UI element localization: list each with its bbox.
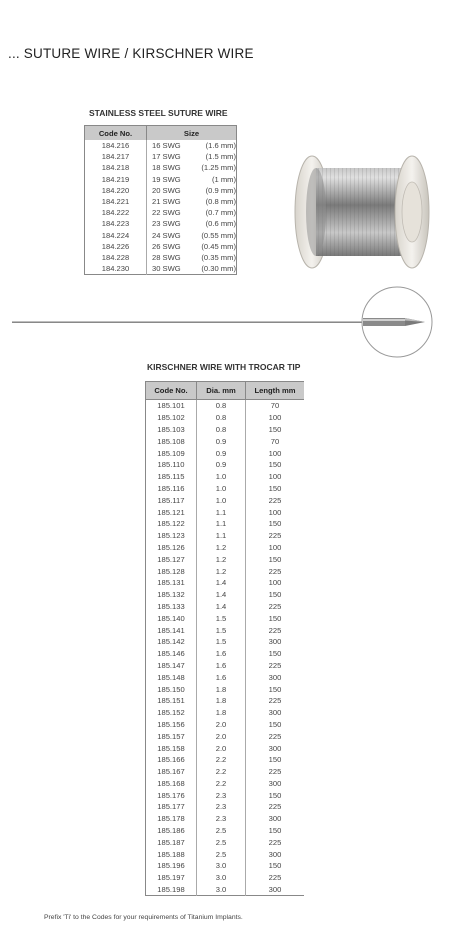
length-cell: 300 — [268, 778, 282, 788]
code-cell: 185.187 — [146, 836, 197, 848]
length-cell: 150 — [268, 460, 282, 470]
table-row — [146, 530, 305, 542]
table-row — [85, 252, 237, 263]
table-row — [146, 766, 305, 778]
diameter-cell: 1.5 — [197, 636, 246, 648]
code-cell: 184.222 — [85, 207, 147, 218]
table-row — [146, 483, 305, 495]
table-row — [146, 435, 305, 447]
diameter-cell: 1.8 — [197, 683, 246, 695]
diameter-cell: 1.4 — [197, 577, 246, 589]
table-row — [146, 848, 305, 860]
footnote: Prefix 'Ti' to the Codes for your requirements of Titanium Implants. — [44, 914, 243, 921]
table-row — [146, 601, 305, 613]
length-cell: 225 — [268, 531, 282, 541]
code-cell: 185.131 — [146, 577, 197, 589]
code-cell: 185.123 — [146, 530, 197, 542]
mm-value: (0.9 mm) — [205, 185, 236, 195]
size-cell — [147, 230, 237, 241]
swg-value: 19 SWG — [152, 174, 181, 184]
kirschner-wire-icon — [0, 282, 450, 362]
code-cell: 185.167 — [146, 766, 197, 778]
diameter-cell: 1.0 — [197, 494, 246, 506]
table-row — [146, 636, 305, 648]
code-cell: 185.188 — [146, 848, 197, 860]
diameter-cell: 2.2 — [197, 766, 246, 778]
length-cell: 300 — [268, 849, 282, 859]
length-cell: 100 — [268, 578, 282, 588]
code-cell: 184.223 — [85, 218, 147, 229]
table-row — [146, 459, 305, 471]
diameter-cell: 0.8 — [197, 424, 246, 436]
diameter-cell: 1.1 — [197, 530, 246, 542]
code-cell: 184.220 — [85, 185, 147, 196]
length-cell: 150 — [268, 719, 282, 729]
diameter-cell: 1.0 — [197, 483, 246, 495]
code-cell: 185.126 — [146, 542, 197, 554]
code-cell: 184.216 — [85, 140, 147, 151]
table-row — [146, 754, 305, 766]
mm-value: (0.8 mm) — [205, 197, 236, 207]
swg-value: 24 SWG — [152, 230, 181, 240]
diameter-cell: 1.1 — [197, 518, 246, 530]
table-row — [146, 577, 305, 589]
swg-value: 18 SWG — [152, 163, 181, 173]
code-cell: 185.176 — [146, 789, 197, 801]
table-row — [146, 695, 305, 707]
code-cell: 185.198 — [146, 884, 197, 896]
diameter-cell: 0.8 — [197, 412, 246, 424]
swg-value: 26 SWG — [152, 241, 181, 251]
length-cell: 225 — [268, 802, 282, 812]
code-cell: 185.101 — [146, 400, 197, 412]
code-cell: 185.109 — [146, 447, 197, 459]
swg-value: 21 SWG — [152, 197, 181, 207]
size-cell — [147, 151, 237, 162]
length-cell: 150 — [268, 790, 282, 800]
table-row — [146, 624, 305, 636]
swg-value: 28 SWG — [152, 252, 181, 262]
table-row — [146, 884, 305, 896]
code-cell: 184.228 — [85, 252, 147, 263]
mm-value: (0.30 mm) — [201, 264, 236, 274]
table-row — [85, 185, 237, 196]
code-cell: 185.141 — [146, 624, 197, 636]
swg-value: 17 SWG — [152, 152, 181, 162]
code-cell: 185.196 — [146, 860, 197, 872]
diameter-cell: 2.0 — [197, 730, 246, 742]
diameter-cell: 1.4 — [197, 589, 246, 601]
code-cell: 185.150 — [146, 683, 197, 695]
code-cell: 185.132 — [146, 589, 197, 601]
code-cell: 184.221 — [85, 196, 147, 207]
table-row — [85, 196, 237, 207]
code-cell: 184.217 — [85, 151, 147, 162]
code-cell: 185.102 — [146, 412, 197, 424]
table-row — [146, 789, 305, 801]
code-cell: 185.116 — [146, 483, 197, 495]
length-cell: 100 — [268, 542, 282, 552]
diameter-cell: 1.8 — [197, 695, 246, 707]
table-row — [146, 730, 305, 742]
column-header-code: Code No. — [146, 382, 197, 400]
code-cell: 184.230 — [85, 263, 147, 275]
length-cell: 150 — [268, 755, 282, 765]
table-row — [146, 612, 305, 624]
code-cell: 184.219 — [85, 174, 147, 185]
length-cell: 225 — [268, 660, 282, 670]
table-row — [85, 263, 237, 275]
table-row — [146, 801, 305, 813]
diameter-cell: 2.3 — [197, 789, 246, 801]
table-row — [146, 742, 305, 754]
table-row — [146, 412, 305, 424]
length-cell: 150 — [268, 554, 282, 564]
size-cell — [147, 263, 237, 275]
table-row — [85, 241, 237, 252]
code-cell: 185.110 — [146, 459, 197, 471]
table-row — [146, 860, 305, 872]
table-row — [85, 230, 237, 241]
code-cell: 184.218 — [85, 162, 147, 173]
diameter-cell: 1.2 — [197, 565, 246, 577]
mm-value: (0.35 mm) — [201, 252, 236, 262]
length-cell: 300 — [268, 672, 282, 682]
length-cell: 150 — [268, 519, 282, 529]
size-cell — [147, 207, 237, 218]
length-cell: 100 — [268, 472, 282, 482]
table-row — [146, 719, 305, 731]
size-cell — [147, 174, 237, 185]
length-cell: 225 — [268, 601, 282, 611]
table-row — [146, 660, 305, 672]
length-cell: 150 — [268, 649, 282, 659]
code-cell: 185.166 — [146, 754, 197, 766]
code-cell: 185.147 — [146, 660, 197, 672]
table-row — [85, 162, 237, 173]
diameter-cell: 1.6 — [197, 671, 246, 683]
size-cell — [147, 196, 237, 207]
table-row — [146, 671, 305, 683]
table-row — [146, 447, 305, 459]
size-cell — [147, 252, 237, 263]
table-row — [85, 218, 237, 229]
length-cell: 150 — [268, 826, 282, 836]
diameter-cell: 3.0 — [197, 884, 246, 896]
length-cell: 150 — [268, 613, 282, 623]
diameter-cell: 2.2 — [197, 778, 246, 790]
code-cell: 185.146 — [146, 648, 197, 660]
length-cell: 300 — [268, 637, 282, 647]
code-cell: 185.122 — [146, 518, 197, 530]
table-row — [146, 518, 305, 530]
code-cell: 185.121 — [146, 506, 197, 518]
table-row — [146, 778, 305, 790]
kirschner-wire-heading: KIRSCHNER WIRE WITH TROCAR TIP — [147, 362, 301, 372]
diameter-cell: 3.0 — [197, 860, 246, 872]
swg-value: 20 SWG — [152, 185, 181, 195]
swg-value: 23 SWG — [152, 219, 181, 229]
code-cell: 185.142 — [146, 636, 197, 648]
code-cell: 185.148 — [146, 671, 197, 683]
table-row — [146, 648, 305, 660]
code-cell: 185.133 — [146, 601, 197, 613]
mm-value: (0.6 mm) — [205, 219, 236, 229]
length-cell: 100 — [268, 507, 282, 517]
code-cell: 185.151 — [146, 695, 197, 707]
code-cell: 185.156 — [146, 719, 197, 731]
kirschner-wire-table-body — [146, 400, 305, 896]
table-row — [146, 424, 305, 436]
table-row — [146, 565, 305, 577]
diameter-cell: 0.9 — [197, 435, 246, 447]
diameter-cell: 2.0 — [197, 719, 246, 731]
length-cell: 150 — [268, 424, 282, 434]
length-cell: 225 — [268, 837, 282, 847]
column-header-code: Code No. — [85, 126, 147, 141]
table-row — [85, 140, 237, 151]
length-cell: 225 — [268, 873, 282, 883]
table-row — [146, 542, 305, 554]
diameter-cell: 2.5 — [197, 836, 246, 848]
length-cell: 225 — [268, 767, 282, 777]
length-cell: 100 — [268, 413, 282, 423]
code-cell: 185.177 — [146, 801, 197, 813]
swg-value: 30 SWG — [152, 264, 181, 274]
code-cell: 185.117 — [146, 494, 197, 506]
length-cell: 300 — [268, 814, 282, 824]
suture-wire-table-body — [85, 140, 237, 275]
length-cell: 225 — [268, 731, 282, 741]
mm-value: (1.25 mm) — [201, 163, 236, 173]
code-cell: 185.128 — [146, 565, 197, 577]
length-cell: 150 — [268, 483, 282, 493]
code-cell: 185.127 — [146, 553, 197, 565]
table-row — [146, 825, 305, 837]
table-row — [146, 553, 305, 565]
diameter-cell: 0.9 — [197, 447, 246, 459]
length-cell: 225 — [268, 495, 282, 505]
diameter-cell: 1.4 — [197, 601, 246, 613]
length-cell: 300 — [268, 708, 282, 718]
column-header-diameter: Dia. mm — [197, 382, 246, 400]
length-cell: 70 — [270, 436, 280, 446]
diameter-cell: 3.0 — [197, 872, 246, 884]
diameter-cell: 2.5 — [197, 825, 246, 837]
length-cell: 150 — [268, 590, 282, 600]
length-cell: 150 — [268, 861, 282, 871]
table-row — [146, 683, 305, 695]
table-row — [146, 836, 305, 848]
code-cell: 185.103 — [146, 424, 197, 436]
table-row — [146, 471, 305, 483]
mm-value: (0.7 mm) — [205, 208, 236, 218]
length-cell: 225 — [268, 696, 282, 706]
length-cell: 70 — [270, 401, 280, 411]
table-row — [146, 707, 305, 719]
kirschner-wire-table — [145, 381, 304, 896]
code-cell: 184.226 — [85, 241, 147, 252]
table-row — [146, 494, 305, 506]
code-cell: 185.140 — [146, 612, 197, 624]
table-row — [146, 400, 305, 412]
code-cell: 185.168 — [146, 778, 197, 790]
diameter-cell: 2.5 — [197, 848, 246, 860]
column-header-size: Size — [147, 126, 237, 141]
size-cell — [147, 140, 237, 151]
table-row — [146, 872, 305, 884]
diameter-cell: 2.0 — [197, 742, 246, 754]
code-cell: 184.224 — [85, 230, 147, 241]
diameter-cell: 1.6 — [197, 660, 246, 672]
swg-value: 16 SWG — [152, 141, 181, 151]
mm-value: (1.5 mm) — [205, 152, 236, 162]
wire-spool-icon — [290, 150, 432, 278]
suture-wire-heading: STAINLESS STEEL SUTURE WIRE — [89, 108, 228, 118]
page-title: ... SUTURE WIRE / KIRSCHNER WIRE — [8, 46, 254, 61]
mm-value: (1.6 mm) — [205, 141, 236, 151]
diameter-cell: 2.3 — [197, 813, 246, 825]
mm-value: (0.45 mm) — [201, 241, 236, 251]
diameter-cell: 0.8 — [197, 400, 246, 412]
swg-value: 22 SWG — [152, 208, 181, 218]
code-cell: 185.186 — [146, 825, 197, 837]
diameter-cell: 1.8 — [197, 707, 246, 719]
length-cell: 150 — [268, 684, 282, 694]
table-row — [146, 589, 305, 601]
diameter-cell: 1.1 — [197, 506, 246, 518]
length-cell: 225 — [268, 625, 282, 635]
code-cell: 185.157 — [146, 730, 197, 742]
code-cell: 185.108 — [146, 435, 197, 447]
size-cell — [147, 241, 237, 252]
table-row — [146, 813, 305, 825]
code-cell: 185.158 — [146, 742, 197, 754]
code-cell: 185.178 — [146, 813, 197, 825]
length-cell: 100 — [268, 448, 282, 458]
code-cell: 185.197 — [146, 872, 197, 884]
diameter-cell: 0.9 — [197, 459, 246, 471]
mm-value: (1 mm) — [211, 174, 236, 184]
code-cell: 185.115 — [146, 471, 197, 483]
suture-wire-table — [84, 125, 237, 275]
column-header-length: Length mm — [246, 382, 305, 400]
length-cell: 225 — [268, 566, 282, 576]
diameter-cell: 1.0 — [197, 471, 246, 483]
diameter-cell: 2.3 — [197, 801, 246, 813]
length-cell: 300 — [268, 743, 282, 753]
diameter-cell: 2.2 — [197, 754, 246, 766]
table-row — [85, 174, 237, 185]
code-cell: 185.152 — [146, 707, 197, 719]
diameter-cell: 1.5 — [197, 624, 246, 636]
diameter-cell: 1.2 — [197, 553, 246, 565]
length-cell: 300 — [268, 885, 282, 895]
table-row — [85, 207, 237, 218]
diameter-cell: 1.6 — [197, 648, 246, 660]
table-row — [146, 506, 305, 518]
table-row — [85, 151, 237, 162]
diameter-cell: 1.2 — [197, 542, 246, 554]
diameter-cell: 1.5 — [197, 612, 246, 624]
size-cell — [147, 218, 237, 229]
size-cell — [147, 185, 237, 196]
mm-value: (0.55 mm) — [201, 230, 236, 240]
size-cell — [147, 162, 237, 173]
